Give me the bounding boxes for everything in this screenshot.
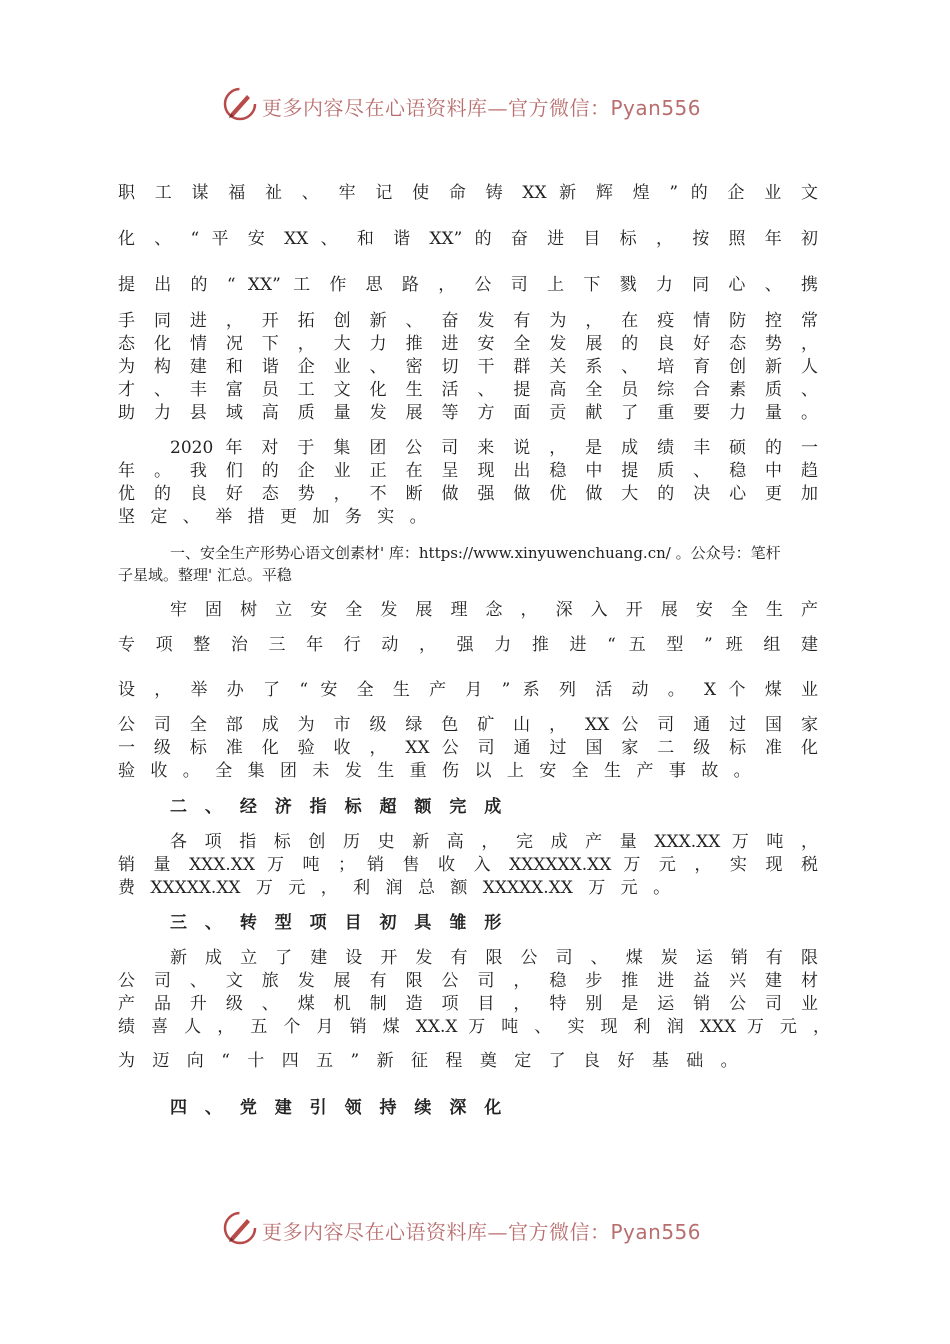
- paragraph-line: 设 ， 举 办 了 “ 安 全 生 产 月 ” 系 列 活 动 。 X 个 煤 业: [118, 680, 818, 700]
- paragraph-line: 绩 喜 人 ， 五 个 月 销 煤 XX.X 万 吨 、 实 现 利 润 XXX 万 元 ，: [118, 1017, 830, 1037]
- paragraph-line: 产 品 升 级 、 煤 机 制 造 项 目 ， 特 别 是 运 销 公 司 业: [118, 994, 818, 1014]
- paragraph-line: 优 的 良 好 态 势 ， 不 断 做 强 做 优 做 大 的 决 心 更 加: [118, 484, 818, 504]
- section-heading: 二 、 经 济 指 标 超 额 完 成: [170, 797, 502, 817]
- paragraph-line: 才 、 丰 富 员 工 文 化 生 活 、 提 高 全 员 综 合 素 质 、: [118, 380, 818, 400]
- section-heading: 三 、 转 型 项 目 初 具 雏 形: [170, 913, 502, 933]
- paragraph-line: 助 力 县 域 高 质 量 发 展 等 方 面 贡 献 了 重 要 力 量 。: [118, 403, 818, 423]
- section-title-line: 子星域。整理' 汇总。平稳: [118, 566, 292, 584]
- section-title-line: 一、安全生产形势心语文创素材' 库：https://www.xinyuwenchuang.cn/ 。公众号：笔杆: [170, 544, 781, 562]
- paragraph-line: 费 XXXXX.XX 万 元 ， 利 润 总 额 XXXXX.XX 万 元 。: [118, 878, 671, 898]
- pen-logo-icon: [222, 1210, 258, 1246]
- paragraph-line: 专 项 整 治 三 年 行 动 ， 强 力 推 进 “ 五 型 ” 班 组 建: [118, 635, 818, 655]
- paragraph-line: 2020 年 对 于 集 团 公 司 来 说 ， 是 成 绩 丰 硕 的 一: [170, 438, 818, 458]
- watermark-footer: [0, 1210, 950, 1250]
- section-heading: 四 、 党 建 引 领 持 续 深 化: [170, 1098, 502, 1118]
- paragraph-line: 新 成 立 了 建 设 开 发 有 限 公 司 、 煤 炭 运 销 有 限: [170, 948, 818, 968]
- paragraph-line: 年 。 我 们 的 企 业 正 在 呈 现 出 稳 中 提 质 、 稳 中 趋: [118, 461, 818, 481]
- paragraph-line: 提 出 的 “ XX” 工 作 思 路 ， 公 司 上 下 戮 力 同 心 、 携: [118, 275, 818, 295]
- paragraph-line: 验 收 。 全 集 团 未 发 生 重 伤 以 上 安 全 生 产 事 故 。: [118, 761, 751, 781]
- paragraph-line: 职 工 谋 福 祉 、 牢 记 使 命 铸 XX 新 辉 煌 ” 的 企 业 文: [118, 183, 818, 203]
- paragraph-line: 销 量 XXX.XX 万 吨 ； 销 售 收 入 XXXXXX.XX 万 元 ， 实 现 税: [118, 855, 818, 875]
- paragraph-line: 牢 固 树 立 安 全 发 展 理 念 ， 深 入 开 展 安 全 生 产: [170, 600, 818, 620]
- paragraph-line: 态 化 情 况 下 ， 大 力 推 进 安 全 发 展 的 良 好 态 势 ，: [118, 334, 818, 354]
- paragraph-line: 化 、 “ 平 安 XX 、 和 谐 XX” 的 奋 进 目 标 ， 按 照 年 初: [118, 229, 818, 249]
- paragraph-line: 为 迈 向 “ 十 四 五 ” 新 征 程 奠 定 了 良 好 基 础 。: [118, 1051, 738, 1071]
- paragraph-line: 各 项 指 标 创 历 史 新 高 ， 完 成 产 量 XXX.XX 万 吨 ，: [170, 832, 818, 852]
- paragraph-line: 为 构 建 和 谐 企 业 、 密 切 干 群 关 系 、 培 育 创 新 人: [118, 357, 818, 377]
- paragraph-line: 手 同 进 ， 开 拓 创 新 、 奋 发 有 为 ， 在 疫 情 防 控 常: [118, 311, 818, 331]
- watermark-header: [0, 86, 950, 126]
- watermark-text: 更多内容尽在心语资料库—官方微信：Pyan556: [262, 1220, 702, 1244]
- watermark-text: 更多内容尽在心语资料库—官方微信：Pyan556: [262, 96, 702, 120]
- paragraph-line: 坚 定 、 举 措 更 加 务 实 。: [118, 507, 427, 527]
- paragraph-line: 公 司 全 部 成 为 市 级 绿 色 矿 山 ， XX 公 司 通 过 国 家: [118, 715, 818, 735]
- paragraph-line: 一 级 标 准 化 验 收 ， XX 公 司 通 过 国 家 二 级 标 准 化: [118, 738, 818, 758]
- pen-logo-icon: [222, 86, 258, 122]
- paragraph-line: 公 司 、 文 旅 发 展 有 限 公 司 ， 稳 步 推 进 益 兴 建 材: [118, 971, 818, 991]
